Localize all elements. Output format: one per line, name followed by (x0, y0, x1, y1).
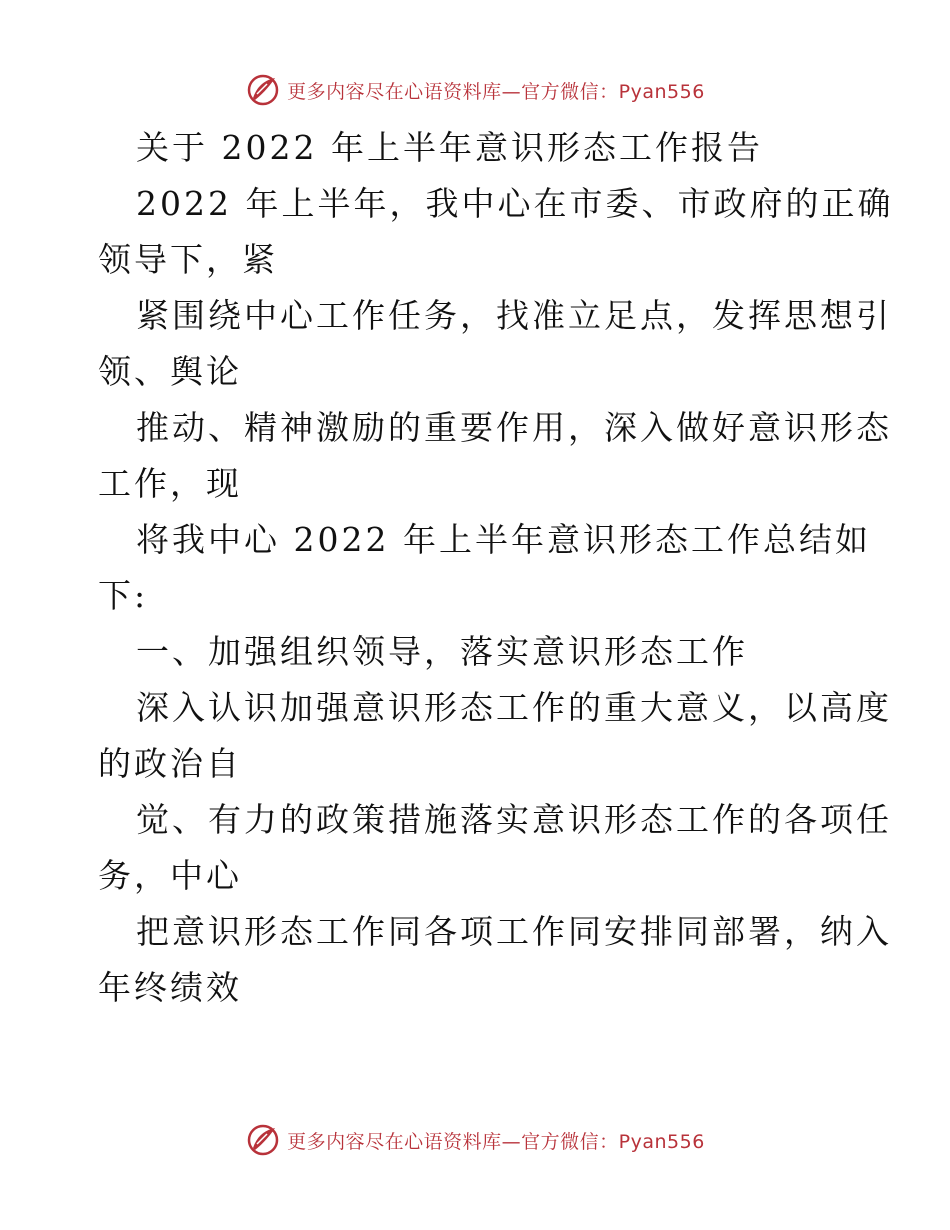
paragraph-line: 领、舆论 (98, 352, 242, 391)
paragraph-line: 觉、有力的政策措施落实意识形态工作的各项任 (136, 800, 892, 839)
paragraph-line: 领导下，紧 (98, 240, 278, 279)
paragraph-line: 2022 年上半年，我中心在市委、市政府的正确 (136, 184, 894, 223)
paragraph-line: 年终绩效 (98, 968, 242, 1007)
paragraph-line: 一、加强组织领导，落实意识形态工作 (136, 632, 748, 671)
paragraph-line: 深入认识加强意识形态工作的重大意义，以高度 (136, 688, 892, 727)
pen-logo-icon (245, 72, 281, 108)
watermark-text: 更多内容尽在心语资料库—官方微信：Pyan556 (287, 80, 705, 103)
header-watermark (0, 70, 950, 110)
paragraph-line: 将我中心 2022 年上半年意识形态工作总结如 (136, 520, 871, 559)
paragraph-line: 工作，现 (98, 464, 242, 503)
document-body (98, 120, 894, 1016)
paragraph-line: 紧围绕中心工作任务，找准立足点，发挥思想引 (136, 296, 892, 335)
paragraph-line: 下: (98, 576, 149, 615)
paragraph-line: 推动、精神激励的重要作用，深入做好意识形态 (136, 408, 892, 447)
watermark-text: 更多内容尽在心语资料库—官方微信：Pyan556 (287, 1130, 705, 1153)
paragraph-line: 务，中心 (98, 856, 242, 895)
paragraph-line: 关于 2022 年上半年意识形态工作报告 (136, 128, 763, 167)
pen-logo-icon (245, 1122, 281, 1158)
paragraph-line: 的政治自 (98, 744, 242, 783)
footer-watermark (0, 1120, 950, 1160)
paragraph-line: 把意识形态工作同各项工作同安排同部署，纳入 (136, 912, 892, 951)
